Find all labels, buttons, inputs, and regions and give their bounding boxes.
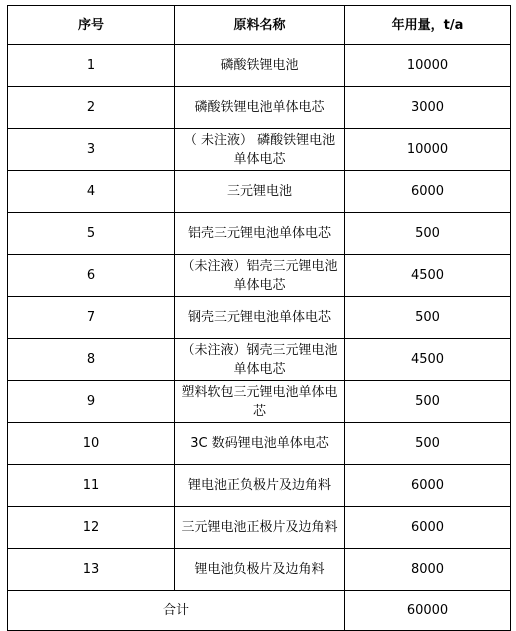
cell-usage: 8000 [345, 549, 511, 591]
cell-name: 磷酸铁锂电池单体电芯 [175, 87, 345, 129]
table-row [8, 45, 511, 87]
cell-index: 10 [8, 423, 175, 465]
cell-usage: 6000 [345, 171, 511, 213]
table-row [8, 255, 511, 297]
cell-name: 钢壳三元锂电池单体电芯 [175, 297, 345, 339]
cell-usage: 10000 [345, 45, 511, 87]
cell-name: （ 未注液） 磷酸铁锂电池单体电芯 [175, 129, 345, 171]
cell-usage: 6000 [345, 507, 511, 549]
cell-name: 塑料软包三元锂电池单体电芯 [175, 381, 345, 423]
table-row [8, 213, 511, 255]
cell-name: 锂电池负极片及边角料 [175, 549, 345, 591]
cell-index: 12 [8, 507, 175, 549]
cell-index: 8 [8, 339, 175, 381]
cell-index: 4 [8, 171, 175, 213]
table-row [8, 339, 511, 381]
total-usage: 60000 [345, 591, 511, 631]
header-index: 序号 [8, 6, 175, 45]
table-row [8, 381, 511, 423]
cell-name: 三元锂电池 [175, 171, 345, 213]
cell-name: 三元锂电池正极片及边角料 [175, 507, 345, 549]
cell-name: （未注液）钢壳三元锂电池单体电芯 [175, 339, 345, 381]
cell-usage: 500 [345, 423, 511, 465]
table-header-row [8, 6, 511, 45]
table-row [8, 423, 511, 465]
cell-index: 2 [8, 87, 175, 129]
cell-usage: 6000 [345, 465, 511, 507]
cell-index: 5 [8, 213, 175, 255]
header-name: 原料名称 [175, 6, 345, 45]
cell-name: 磷酸铁锂电池 [175, 45, 345, 87]
table-row [8, 297, 511, 339]
table-body [8, 45, 511, 631]
cell-index: 7 [8, 297, 175, 339]
table-row [8, 171, 511, 213]
cell-index: 6 [8, 255, 175, 297]
cell-index: 3 [8, 129, 175, 171]
cell-name: 3C 数码锂电池单体电芯 [175, 423, 345, 465]
cell-usage: 500 [345, 381, 511, 423]
cell-usage: 10000 [345, 129, 511, 171]
total-row [8, 591, 511, 631]
table-row [8, 129, 511, 171]
table-row [8, 549, 511, 591]
table-row [8, 507, 511, 549]
cell-index: 1 [8, 45, 175, 87]
cell-index: 9 [8, 381, 175, 423]
materials-table [7, 5, 511, 631]
header-usage: 年用量，t/a [345, 6, 511, 45]
cell-usage: 500 [345, 297, 511, 339]
table-row [8, 87, 511, 129]
cell-index: 11 [8, 465, 175, 507]
table-row [8, 465, 511, 507]
total-label: 合计 [8, 591, 345, 631]
cell-usage: 4500 [345, 255, 511, 297]
cell-index: 13 [8, 549, 175, 591]
cell-usage: 3000 [345, 87, 511, 129]
cell-usage: 4500 [345, 339, 511, 381]
cell-name: 铝壳三元锂电池单体电芯 [175, 213, 345, 255]
cell-name: 锂电池正负极片及边角料 [175, 465, 345, 507]
cell-name: （未注液）铝壳三元锂电池单体电芯 [175, 255, 345, 297]
cell-usage: 500 [345, 213, 511, 255]
